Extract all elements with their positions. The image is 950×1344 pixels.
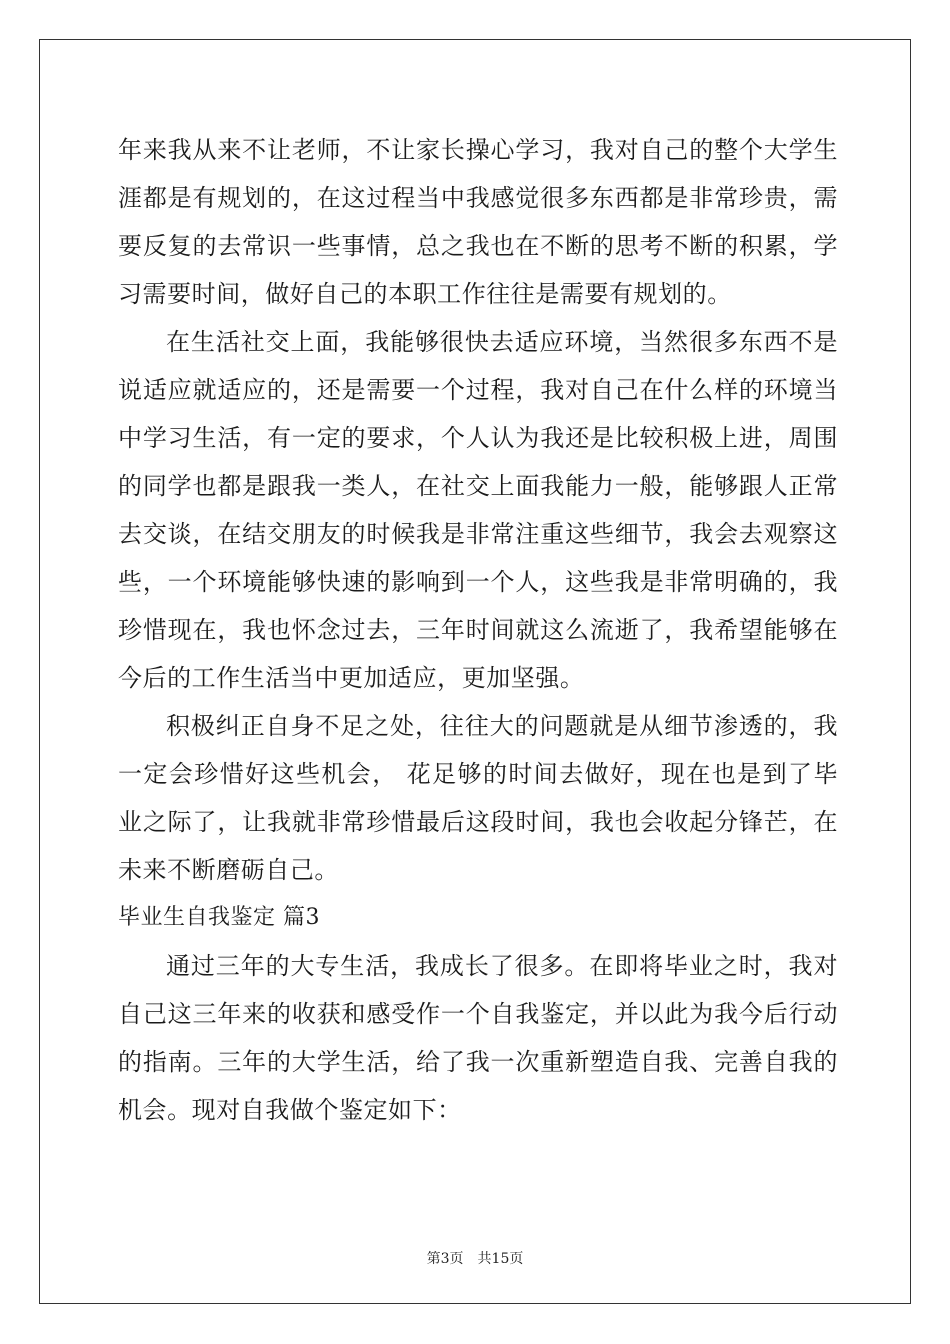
paragraph-4: 通过三年的大专生活，我成长了很多。在即将毕业之时，我对自己这三年来的收获和感受作一个自我鉴定，并以此为我今后行动的指南。三年的大学生活，给了我一次重新塑造自我、完善自我的机会。现对自我做个鉴定如下：	[118, 952, 838, 1124]
paragraph-2: 在生活社交上面，我能够很快去适应环境，当然很多东西不是说适应就适应的，还是需要一个过程，我对自己在什么样的环境当中学习生活，有一定的要求，个人认为我还是比较积极上进，周围的同学也都是跟我一类人，在社交上面我能力一般，能够跟人正常去交谈，在结交朋友的时候我是非常注重这些细节，我会去观察这些，一个环境能够快速的影响到一个人，这些我是非常明确的，我珍惜现在，我也怀念过去，三年时间就这么流逝了，我希望能够在今后的工作生活当中更加适应，更加坚强。	[118, 328, 838, 692]
paragraph-1: 年来我从来不让老师，不让家长操心学习，我对自己的整个大学生涯都是有规划的，在这过程当中我感觉很多东西都是非常珍贵，需要反复的去常识一些事情，总之我也在不断的思考不断的积累，学习需要时间，做好自己的本职工作往往是需要有规划的。	[118, 136, 838, 308]
paragraph-3: 积极纠正自身不足之处，往往大的问题就是从细节渗透的，我一定会珍惜好这些机会， 花足够的时间去做好，现在也是到了毕业之际了，让我就非常珍惜最后这段时间，我也会收起分锋芒，在未来不断磨砺自己。	[118, 712, 838, 884]
section-heading: 毕业生自我鉴定 篇3	[118, 905, 320, 930]
total-pages-label: 共15页	[477, 1251, 524, 1267]
page-footer	[0, 1250, 950, 1268]
current-page-label: 第3页	[426, 1251, 464, 1267]
document-body	[118, 126, 838, 1134]
